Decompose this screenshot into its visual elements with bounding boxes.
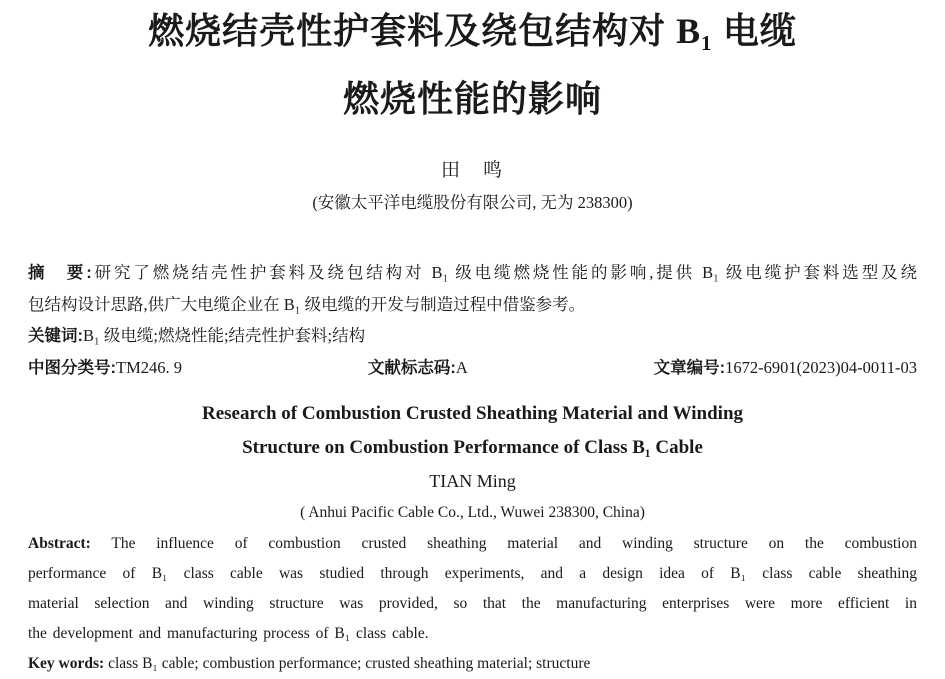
abstract-en-line2: performance of B₁ class cable was studied through experiments, and a design idea of B₁ class cable sheathing <box>28 565 917 583</box>
abstract-en-line3: material selection and winding structure was provided, so that the manufacturing enterprises were more efficient in <box>28 595 917 613</box>
article-number <box>654 352 917 384</box>
abstract-cn-text-1: 研究了燃烧结壳性护套料及绕包结构对 B₁ 级电缆燃烧性能的影响,提供 B₁ 级电缆护套料选型及绕 <box>91 263 917 283</box>
document-code-value: A <box>455 358 468 378</box>
paper-title-en-line1: Research of Combustion Crusted Sheathing Material and Winding <box>201 403 744 425</box>
paper-title-en <box>28 397 917 465</box>
article-number-value: 1672-6901(2023)04-0011-03 <box>725 358 917 378</box>
abstract-cn-line1 <box>28 257 917 289</box>
keywords-en-label: Key words: <box>28 655 105 673</box>
paper-title-en-line2: Structure on Combustion Performance of Class B₁ Cable <box>242 437 703 459</box>
abstract-cn-line2: 包结构设计思路,供广大电缆企业在 B₁ 级电缆的开发与制造过程中借鉴参考。 <box>28 295 586 315</box>
classification-row <box>28 352 917 384</box>
document-code-label: 文献标志码: <box>367 359 456 378</box>
keywords-cn <box>28 320 917 352</box>
abstract-en-line4: the development and manufacturing process of B₁ class cable. <box>28 625 429 643</box>
clc-value: TM246. 9 <box>116 358 182 378</box>
clc-label: 中图分类号: <box>28 359 116 378</box>
keywords-cn-text: B₁ 级电缆;燃烧性能;结壳性护套料;结构 <box>83 326 366 346</box>
abstract-en-line1 <box>28 529 917 559</box>
keywords-en <box>28 649 917 679</box>
abstract-en-text-1: The influence of combustion crusted sheathing material and winding structure on the combustion <box>111 535 917 553</box>
author-name-en: TIAN Ming <box>429 471 516 492</box>
abstract-cn <box>28 257 917 320</box>
clc-number <box>28 352 182 384</box>
abstract-cn-label: 摘 要: <box>28 264 92 283</box>
author-name-cn: 田 鸣 <box>440 160 504 182</box>
keywords-cn-label: 关键词: <box>28 327 83 346</box>
abstract-en <box>28 529 917 649</box>
paper-title-cn <box>28 10 917 121</box>
affiliation-cn: (安徽太平洋电缆股份有限公司, 无为 238300) <box>312 193 633 213</box>
keywords-en-text: class B₁ cable; combustion performance; crusted sheathing material; structure <box>108 655 591 673</box>
document-code <box>368 352 468 384</box>
paper-title-cn-line1: 燃烧结壳性护套料及绕包结构对 B₁ 电缆 <box>148 11 797 51</box>
paper-title-cn-line2: 燃烧性能的影响 <box>342 79 602 120</box>
article-number-label: 文章编号: <box>653 359 726 378</box>
abstract-en-label: Abstract: <box>28 535 91 553</box>
affiliation-en: ( Anhui Pacific Cable Co., Ltd., Wuwei 238300, China) <box>300 504 645 522</box>
